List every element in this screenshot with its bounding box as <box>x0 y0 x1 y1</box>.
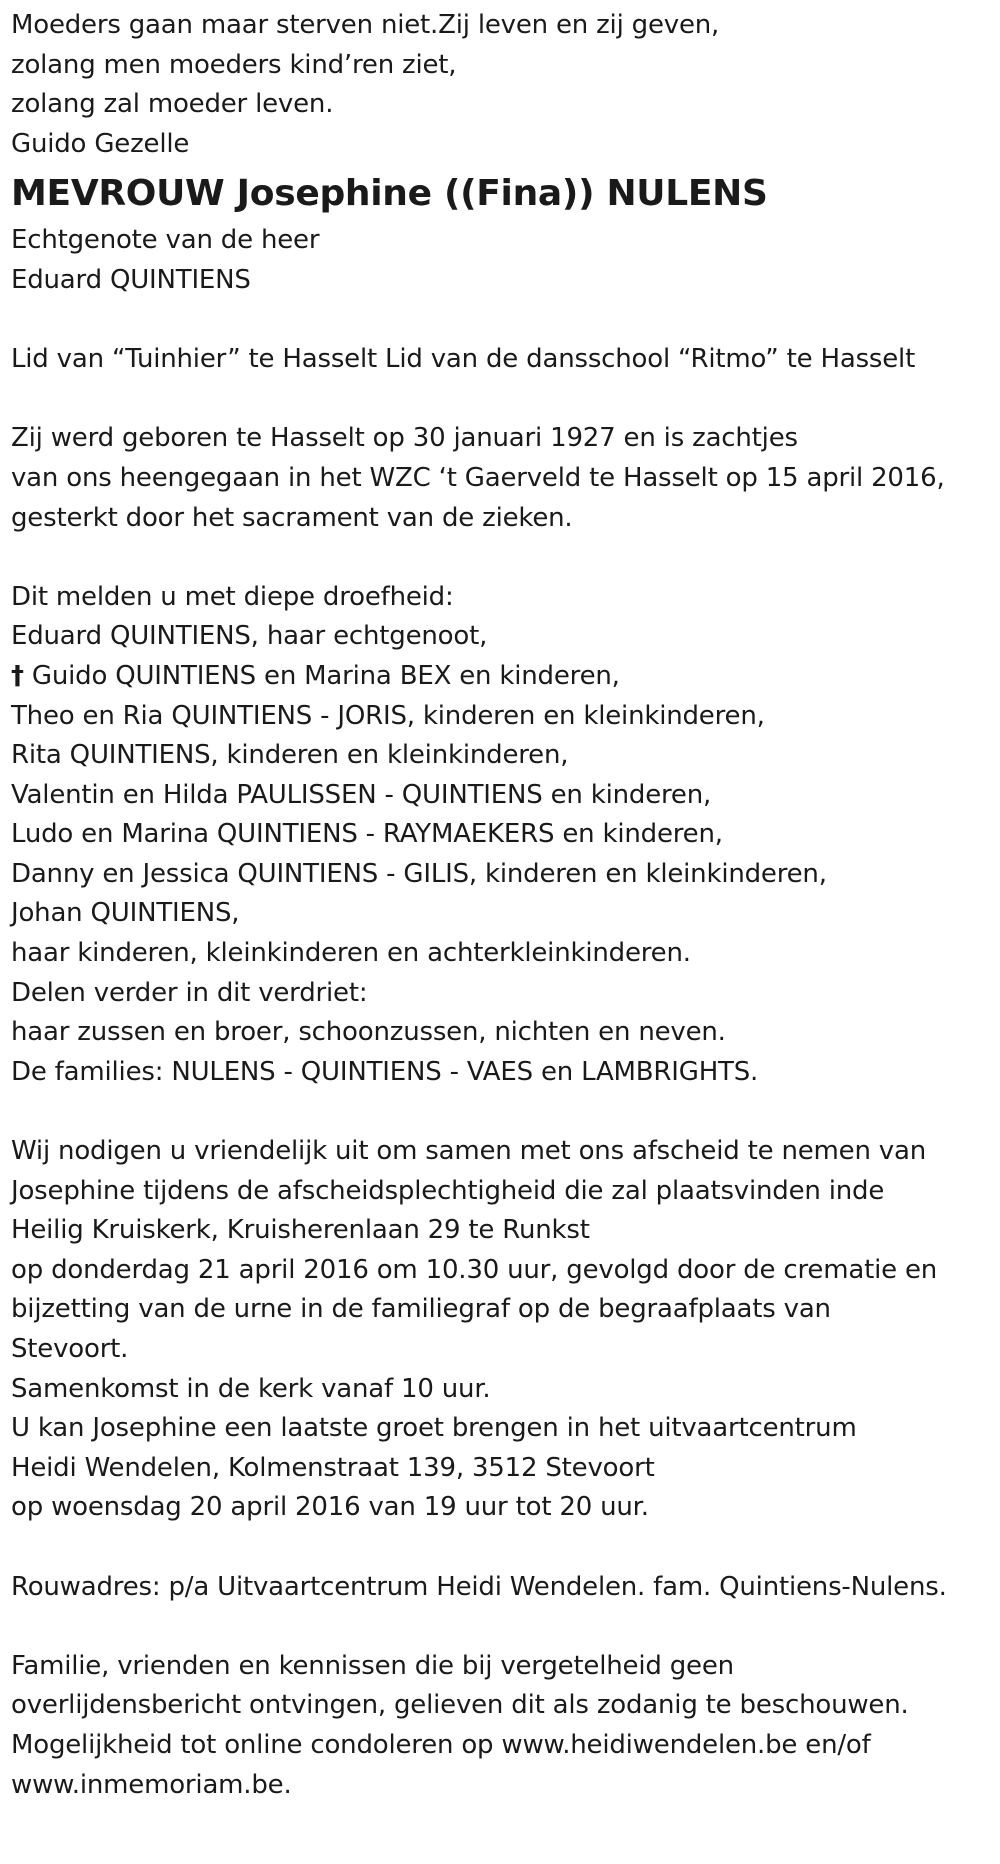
family-block <box>11 578 996 1093</box>
closing-line: Familie, vrienden en kennissen die bij vergetelheid geen <box>11 1650 734 1681</box>
closing-line: overlijdensbericht ontvingen, gelieven dit als zodanig te beschouwen. <box>11 1690 909 1721</box>
family-line: De families: NULENS - QUINTIENS - VAES en LAMBRIGHTS. <box>11 1056 759 1087</box>
ceremony-line: op donderdag 21 april 2016 om 10.30 uur, gevolgd door de crematie en <box>11 1254 938 1285</box>
family-line: Rita QUINTIENS, kinderen en kleinkinderen, <box>11 740 569 771</box>
family-line: Eduard QUINTIENS, haar echtgenoot, <box>11 621 488 652</box>
ceremony-line: Samenkomst in de kerk vanaf 10 uur. <box>11 1373 491 1404</box>
biography-line: gesterkt door het sacrament van de zieken. <box>11 502 573 533</box>
spacer <box>11 1607 996 1647</box>
poem-author: Guido Gezelle <box>11 128 190 159</box>
family-line: Theo en Ria QUINTIENS - JORIS, kinderen en kleinkinderen, <box>11 700 765 731</box>
family-intro: Dit melden u met diepe droefheid: <box>11 581 454 612</box>
spacer <box>11 301 996 341</box>
family-line: Johan QUINTIENS, <box>11 898 240 929</box>
spacer <box>11 1528 996 1568</box>
address-line: Rouwadres: p/a Uitvaartcentrum Heidi Wendelen. fam. Quintiens-Nulens. <box>11 1571 947 1602</box>
spacer <box>11 380 996 420</box>
cross-icon: † <box>11 660 24 691</box>
biography-line: van ons heengegaan in het WZC ‘t Gaerveld te Hasselt op 15 april 2016, <box>11 462 945 493</box>
poem-line: Moeders gaan maar sterven niet.Zij leven en zij geven, <box>11 10 720 40</box>
ceremony-line: U kan Josephine een laatste groet brengen in het uitvaartcentrum <box>11 1413 857 1444</box>
obituary-heading: MEVROUW Josephine ((Fina)) NULENS <box>11 173 768 215</box>
closing-block <box>11 1647 996 1805</box>
closing-line: www.inmemoriam.be. <box>11 1769 292 1800</box>
obituary-document <box>11 6 996 1805</box>
ceremony-line: bijzetting van de urne in de familiegraf op de begraafplaats van <box>11 1294 831 1325</box>
ceremony-line: Josephine tijdens de afscheidsplechtigheid die zal plaatsvinden inde <box>11 1175 885 1206</box>
family-line-text: Guido QUINTIENS en Marina BEX en kinderen, <box>31 660 620 691</box>
family-line-deceased <box>11 657 996 697</box>
ceremony-line: Wij nodigen u vriendelijk uit om samen met ons afscheid te nemen van <box>11 1136 926 1167</box>
family-line: haar zussen en broer, schoonzussen, nichten en neven. <box>11 1017 726 1048</box>
family-line: haar kinderen, kleinkinderen en achterkleinkinderen. <box>11 938 691 969</box>
spouse-name: Eduard QUINTIENS <box>11 264 251 295</box>
spacer <box>11 1092 996 1132</box>
family-line: Ludo en Marina QUINTIENS - RAYMAEKERS en kinderen, <box>11 819 723 850</box>
biography-block <box>11 419 996 538</box>
ceremony-block <box>11 1132 996 1528</box>
family-line: Valentin en Hilda PAULISSEN - QUINTIENS en kinderen, <box>11 779 712 810</box>
poem-line: zolang zal moeder leven. <box>11 89 334 120</box>
spacer <box>11 538 996 578</box>
ceremony-line: Heilig Kruiskerk, Kruisherenlaan 29 te Runkst <box>11 1215 590 1246</box>
ceremony-line: Stevoort. <box>11 1334 129 1364</box>
family-line: Danny en Jessica QUINTIENS - GILIS, kinderen en kleinkinderen, <box>11 858 827 889</box>
spouse-block <box>11 221 996 300</box>
closing-line: Mogelijkheid tot online condoleren op www.heidiwendelen.be en/of <box>11 1729 871 1760</box>
ceremony-line: Heidi Wendelen, Kolmenstraat 139, 3512 Stevoort <box>11 1452 655 1483</box>
ceremony-line: op woensdag 20 april 2016 van 19 uur tot 20 uur. <box>11 1492 649 1523</box>
poem-block <box>11 6 996 164</box>
biography-line: Zij werd geboren te Hasselt op 30 januari 1927 en is zachtjes <box>11 423 798 454</box>
memberships-line: Lid van “Tuinhier” te Hasselt Lid van de dansschool “Ritmo” te Hasselt <box>11 344 916 375</box>
poem-line: zolang men moeders kind’ren ziet, <box>11 49 457 80</box>
family-line: Delen verder in dit verdriet: <box>11 977 368 1008</box>
spouse-line: Echtgenote van de heer <box>11 225 320 256</box>
